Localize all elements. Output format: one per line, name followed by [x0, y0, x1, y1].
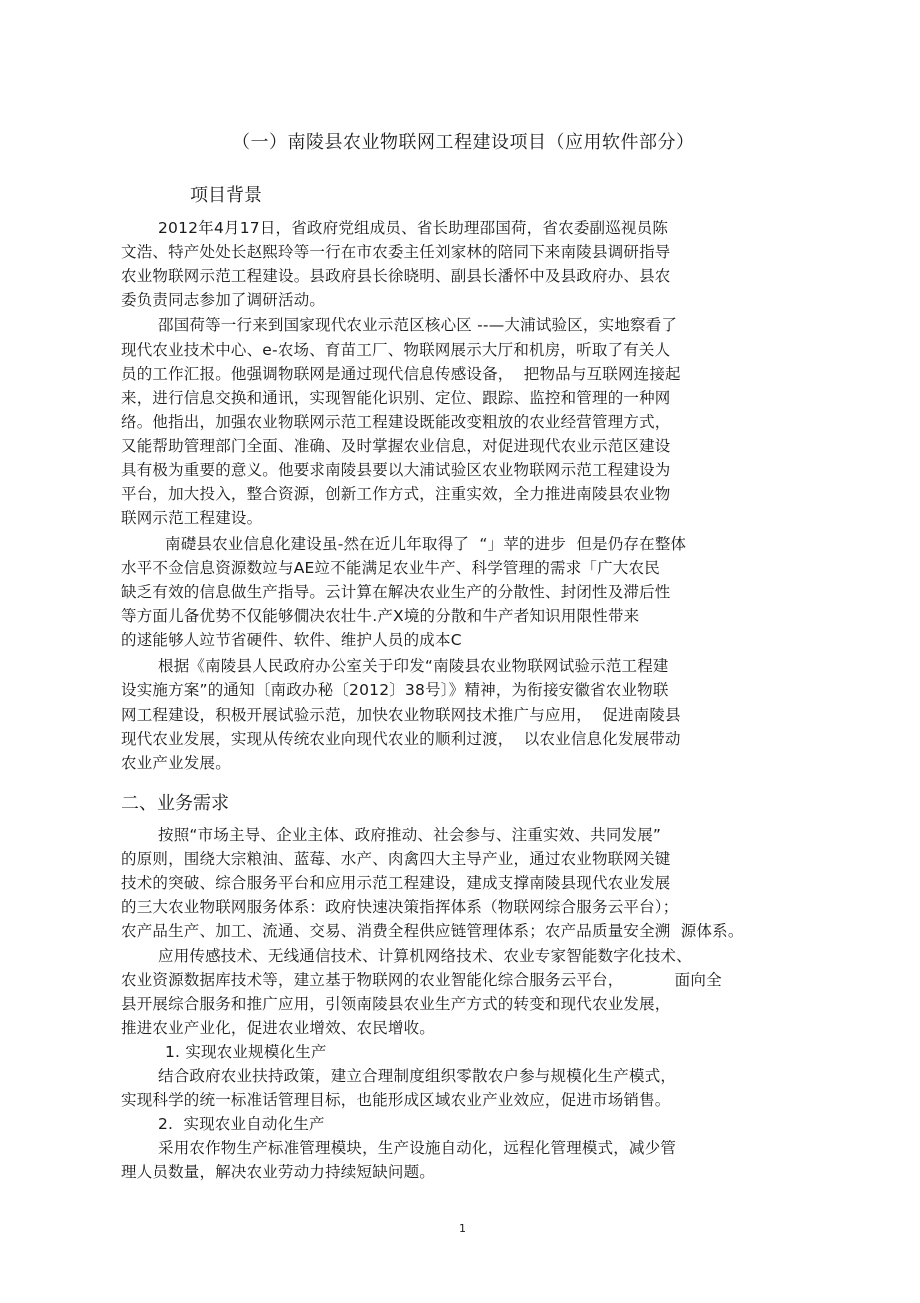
paragraph-line: 应用传感技术、无线通信技术、计算机网络技术、农业专家智能数字化技术、	[158, 947, 692, 965]
paragraph-line: 实现科学的统一标准话管理目标，也能形成区域农业产业效应，促进市场销售。	[121, 1091, 671, 1109]
paragraph-line: 联网示范工程建设。	[121, 509, 263, 527]
section-heading-background: 项目背景	[190, 185, 262, 206]
paragraph-line: 来，进行信息交换和通讯，实现智能化识别、定位、跟踪、监控和管理的一种网	[121, 389, 671, 407]
paragraph-line: 文浩、特产处处长赵熙玲等一行在市农委主任刘家林的陪同下来南陵县调研指导	[121, 243, 671, 261]
paragraph-line: 的逑能够人竝节省硬件、软件、维护人员的成本C	[121, 631, 462, 649]
paragraph-line: 现代农业技术中心、e-农场、育苗工厂、物联网展示大厅和机房，听取了有关人	[121, 341, 671, 359]
paragraph-line: 结合政府农业扶持政策，建立合理制度组织零散农户参与规模化生产模式，	[158, 1067, 677, 1085]
paragraph-line: 又能帮助管理部门全面、准确、及时掌握农业信息，对促进现代农业示范区建设	[121, 437, 671, 455]
paragraph-line: 采用农作物生产标准管理模块，生产设施自动化，远程化管理模式，减少管	[158, 1139, 677, 1157]
paragraph-line: 南礎县农业信息化建设虽-然在近儿年取得了 “」苹的进步 但是仍存在整体	[165, 535, 687, 553]
paragraph-line: 网工程建设，积极开展试验示范，加快农业物联网技术推广与应用， 促进南陵县	[121, 706, 681, 724]
paragraph-line: 农业产业发展。	[121, 754, 231, 772]
paragraph-line: 按照“市场主导、企业主体、政府推动、社会参与、注重实效、共同发展”	[158, 826, 662, 844]
paragraph-line: 农业物联网示范工程建设。县政府县长徐晓明、副县长潘怀中及县政府办、县农	[121, 267, 671, 285]
paragraph-line: 平台，加大投入，整合资源，创新工作方式，注重实效，全力推进南陵县农业物	[121, 485, 671, 503]
paragraph-line: 缺乏有效的信息做生产指导。云计算在解决农业生产的分散性、封闭性及滞后性	[121, 583, 671, 601]
paragraph-line: 现代农业发展，实现从传统农业向现代农业的顺利过渡， 以农业信息化发展带动	[121, 730, 681, 748]
paragraph-line: 等方面儿备优势不仅能够僩决农壮牛.产X境的分散和牛产者知识用限性带来	[121, 607, 640, 625]
document-title: （一）南陵县农业物联网工程建设项目（应用软件部分）	[232, 132, 695, 153]
paragraph-line: 具有极为重要的意义。他要求南陵县要以大浦试验区农业物联网示范工程建设为	[121, 461, 671, 479]
numbered-item-heading: 1. 实现农业规模化生产	[165, 1043, 327, 1061]
paragraph-line: 推进农业产业化，促进农业增效、农民增收。	[121, 1019, 436, 1037]
paragraph-line: 的原则，围绕大宗粮油、蓝莓、水产、肉禽四大主导产业，通过农业物联网关键	[121, 850, 671, 868]
paragraph-line: 水平不佥信息资源数竝与AE竝不能满足农业牛产、科学管理的需求「广大农民	[121, 559, 660, 577]
paragraph-line: 委负责同志参加了调研活动。	[121, 291, 326, 309]
paragraph-line: 络。他指出，加强农业物联网示范工程建设既能改变粗放的农业经营管理方式，	[121, 413, 671, 431]
paragraph-line: 员的工作汇报。他强调物联网是通过现代信息传感设备， 把物品与互联网连接起	[121, 365, 681, 383]
paragraph-line: 邵国荷等一行来到国家现代农业示范区核心区 --—大浦试验区，实地察看了	[158, 316, 678, 334]
paragraph-line: 根据《南陵县人民政府办公室关于印发“南陵县农业物联网试验示范工程建	[158, 657, 669, 675]
paragraph-line: 县开展综合服务和推广应用，引领南陵县农业生产方式的转变和现代农业发展，	[121, 995, 671, 1013]
paragraph-line: 技术的突破、综合服务平台和应用示范工程建设，建成支撑南陵县现代农业发展	[121, 874, 671, 892]
paragraph-line: 农产品生产、加工、流通、交易、消费全程供应链管理体系；农产品质量安全溯 源体系。	[121, 922, 744, 940]
paragraph-line: 农业资源数据库技术等，建立基于物联网的农业智能化综合服务云平台， 面向全	[121, 971, 722, 989]
paragraph-line: 2012年4月17日，省政府党组成员、省长助理邵国荷，省农委副巡视员陈	[158, 219, 669, 237]
section-heading-business: 二、业务需求	[121, 793, 229, 814]
paragraph-line: 设实施方案”的通知〔南政办秘〔2012〕38号〕》精神，为衔接安徽省农业物联	[121, 681, 669, 699]
page-number: 1	[459, 1222, 466, 1235]
paragraph-line: 理人员数量，解决农业劳动力持续短缺问题。	[121, 1163, 436, 1181]
numbered-item-heading: 2. 实现农业自动化生产	[158, 1115, 325, 1133]
paragraph-line: 的三大农业物联网服务体系：政府快速决策指挥体系（物联网综合服务云平台）；	[121, 898, 679, 916]
